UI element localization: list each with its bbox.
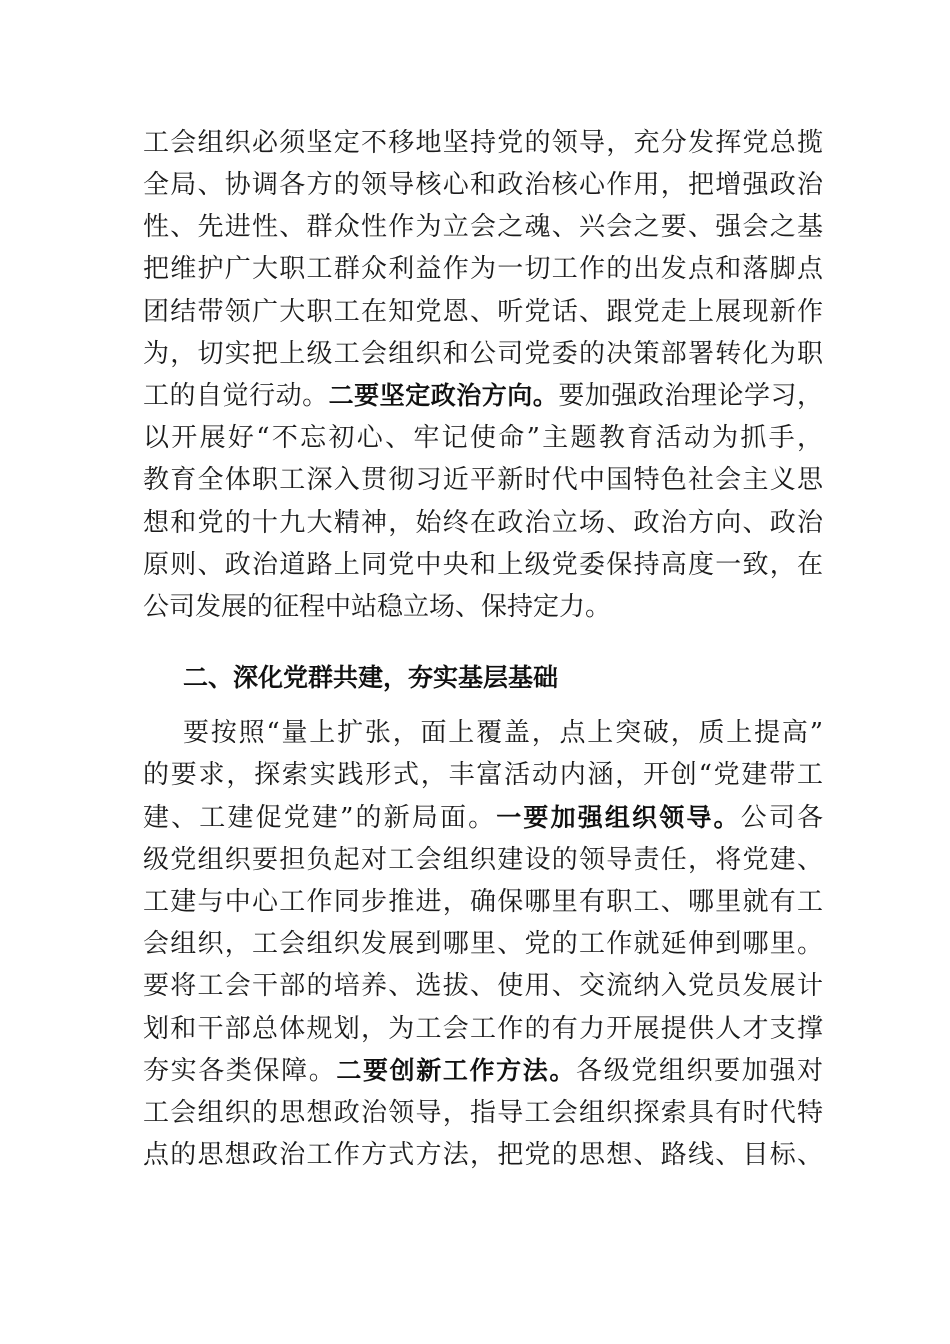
text-run: 工的自觉行动。 bbox=[143, 381, 329, 411]
paragraph-line bbox=[143, 1053, 823, 1093]
paragraph-line: 性、先进性、群众性作为立会之魂、兴会之要、强会之基 bbox=[143, 212, 823, 242]
paragraph-line: 教育全体职工深入贯彻习近平新时代中国特色社会主义思 bbox=[143, 465, 823, 495]
paragraph-line: 会组织，工会组织发展到哪里、党的工作就延伸到哪里。 bbox=[143, 929, 823, 959]
bold-key-point: 一要加强组织领导。 bbox=[496, 803, 741, 832]
paragraph-line: 的要求，探索实践形式，丰富活动内涵，开创“党建带工 bbox=[143, 760, 823, 790]
text-run: 各级党组织要加强对 bbox=[575, 1056, 823, 1086]
bold-key-point: 二要坚定政治方向。 bbox=[328, 381, 559, 410]
text-run: 公司各 bbox=[740, 803, 823, 833]
section-heading: 二、深化党群共建，夯实基层基础 bbox=[183, 663, 559, 692]
paragraph-line: 工建与中心工作同步推进，确保哪里有职工、哪里就有工 bbox=[143, 887, 823, 917]
paragraph-line bbox=[143, 800, 823, 840]
paragraph-line: 原则、政治道路上同党中央和上级党委保持高度一致，在 bbox=[143, 550, 823, 580]
paragraph-line bbox=[143, 378, 823, 418]
paragraph-line: 工会组织必须坚定不移地坚持党的领导，充分发挥党总揽 bbox=[143, 128, 823, 158]
paragraph-line: 要按照“量上扩张，面上覆盖，点上突破，质上提高” bbox=[183, 718, 823, 748]
paragraph-line: 全局、协调各方的领导核心和政治核心作用，把增强政治 bbox=[143, 170, 823, 200]
text-run: 要加强政治理论学习， bbox=[558, 381, 823, 411]
paragraph-line: 想和党的十九大精神，始终在政治立场、政治方向、政治 bbox=[143, 508, 823, 538]
paragraph-line: 划和干部总体规划，为工会工作的有力开展提供人才支撑 bbox=[143, 1014, 823, 1044]
paragraph-line: 把维护广大职工群众利益作为一切工作的出发点和落脚点 bbox=[143, 254, 823, 284]
paragraph-line: 点的思想政治工作方式方法，把党的思想、路线、目标、 bbox=[143, 1140, 823, 1170]
paragraph-line: 团结带领广大职工在知党恩、听党话、跟党走上展现新作 bbox=[143, 297, 823, 327]
paragraph-line: 公司发展的征程中站稳立场、保持定力。 bbox=[143, 592, 612, 622]
paragraph-line: 级党组织要担负起对工会组织建设的领导责任，将党建、 bbox=[143, 845, 823, 875]
text-run: 建、工建促党建”的新局面。 bbox=[143, 803, 497, 833]
paragraph-line: 工会组织的思想政治领导，指导工会组织探索具有时代特 bbox=[143, 1098, 823, 1128]
paragraph-line: 以开展好“不忘初心、牢记使命”主题教育活动为抓手， bbox=[143, 423, 823, 453]
paragraph-line: 为，切实把上级工会组织和公司党委的决策部署转化为职 bbox=[143, 339, 823, 369]
text-run: 夯实各类保障。 bbox=[143, 1056, 337, 1086]
bold-key-point: 二要创新工作方法。 bbox=[336, 1056, 576, 1085]
paragraph-line: 要将工会干部的培养、选拔、使用、交流纳入党员发展计 bbox=[143, 971, 823, 1001]
